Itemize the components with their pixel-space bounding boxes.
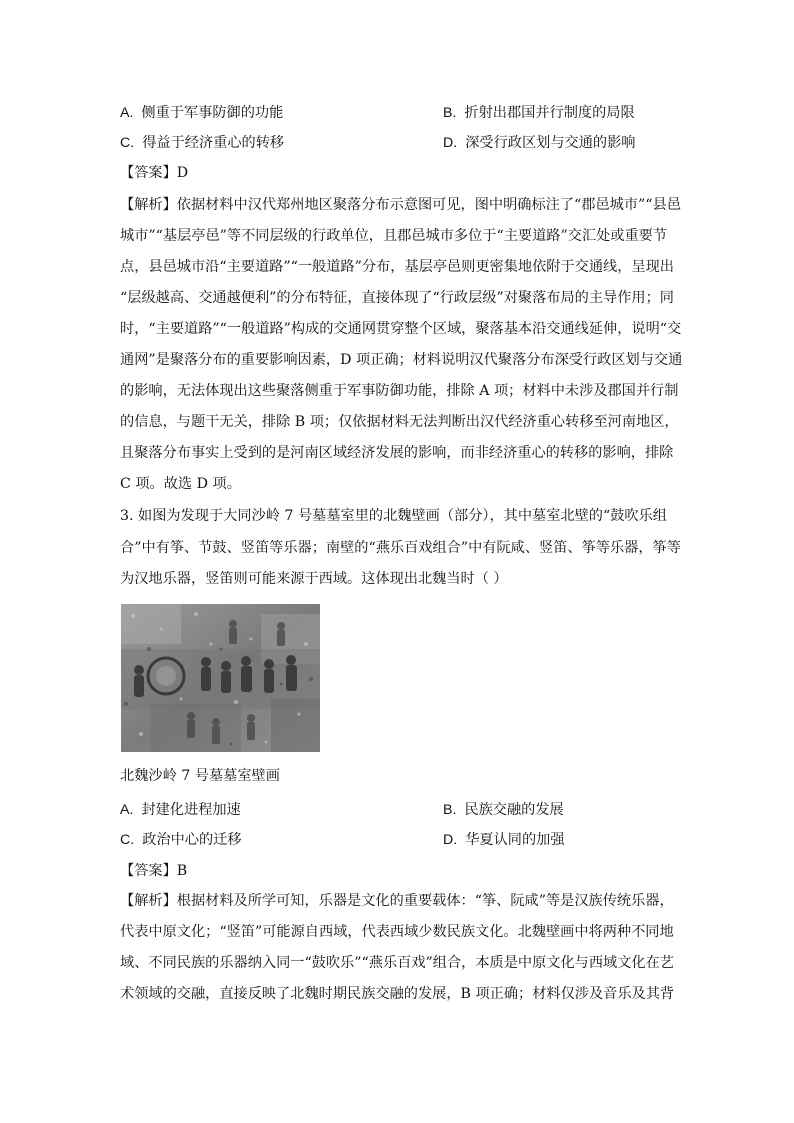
q2-analysis-line: 通网”是聚落分布的重要影响因素，D 项正确；材料说明汉代聚落分布深受行政区划与交通 [120,352,683,368]
q2-analysis-line: 【解析】依据材料中汉代郑州地区聚落分布示意图可见，图中明确标注了“郡邑城市”“县邑 [120,197,681,213]
q2-answer: 【答案】D [120,165,189,181]
option-letter: B. [443,802,457,818]
option-text: 折射出郡国并行制度的局限 [464,105,635,121]
q2-analysis-line: 的影响，无法体现出这些聚落侧重于军事防御功能，排除 A 项；材料中未涉及郡国并行制 [120,383,679,399]
q2-analysis-line: 且聚落分布事实上受到的是河南区域经济发展的影响，而非经济重心的转移的影响，排除 [120,445,674,461]
q2-analysis-line: 城市”“基层亭邑”等不同层级的行政单位，且郡邑城市多位于“主要道路”交汇处或重要节 [120,228,668,244]
option-text: 华夏认同的加强 [465,832,565,848]
q2-option-c [120,133,284,153]
q2-option-a [120,103,283,123]
option-letter: D. [443,832,458,848]
q3-stem-line: 为汉地乐器，竖笛则可能来源于西域。这体现出北魏当时（ ） [120,571,508,587]
q3-analysis-line: 域、不同民族的乐器纳入同一“鼓吹乐”“燕乐百戏”组合，本质是中原文化与西域文化在艺 [120,955,674,971]
option-text: 得益于经济重心的转移 [142,135,285,151]
mural-image [121,604,320,752]
option-letter: D. [443,135,458,151]
option-letter: B. [443,105,457,121]
option-letter: A. [120,105,134,121]
q3-option-d [443,830,565,850]
q3-stem-line: 3. 如图为发现于大同沙岭 7 号墓墓室里的北魏壁画（部分），其中墓室北壁的“鼓吹乐组 [120,508,667,524]
option-text: 侧重于军事防御的功能 [141,105,284,121]
q2-analysis-line: C 项。故选 D 项。 [120,476,241,492]
q2-analysis-line: 的信息，与题干无关，排除 B 项；仅依据材料无法判断出汉代经济重心转移至河南地区， [120,414,679,430]
q3-stem-line: 合”中有筝、节鼓、竖笛等乐器；南壁的“燕乐百戏组合”中有阮咸、竖笛、筝等乐器，筝等 [120,540,681,556]
q2-analysis-line: “层级越高、交通越便利”的分布特征，直接体现了“行政层级”对聚落布局的主导作用；同 [120,290,674,306]
q2-analysis-line: 时，“主要道路”“一般道路”构成的交通网贯穿整个区域，聚落基本沿交通线延伸，说明“交 [120,321,682,337]
option-letter: C. [120,832,135,848]
option-text: 深受行政区划与交通的影响 [465,135,636,151]
option-text: 政治中心的迁移 [142,832,242,848]
q2-option-b [443,103,635,123]
q3-option-a [120,800,241,820]
option-letter: A. [120,802,134,818]
q3-option-c [120,830,242,850]
option-text: 民族交融的发展 [464,802,564,818]
q3-option-b [443,800,564,820]
q3-analysis-line: 【解析】根据材料及所学可知，乐器是文化的重要载体：“筝、阮咸”等是汉族传统乐器， [120,893,674,909]
q2-option-d [443,133,635,153]
q3-analysis-line: 代表中原文化；“竖笛”可能源自西域，代表西域少数民族文化。北魏壁画中将两种不同地 [120,924,674,940]
option-text: 封建化进程加速 [141,802,241,818]
q3-answer: 【答案】B [120,863,188,879]
q3-analysis-line: 术领域的交融，直接反映了北魏时期民族交融的发展，B 项正确；材料仅涉及音乐及其背 [120,986,675,1002]
option-letter: C. [120,135,135,151]
q2-analysis-line: 点，县邑城市沿“主要道路”“一般道路”分布，基层亭邑则更密集地依附于交通线，呈现出 [120,259,674,275]
image-caption: 北魏沙岭 7 号墓墓室壁画 [120,768,280,784]
